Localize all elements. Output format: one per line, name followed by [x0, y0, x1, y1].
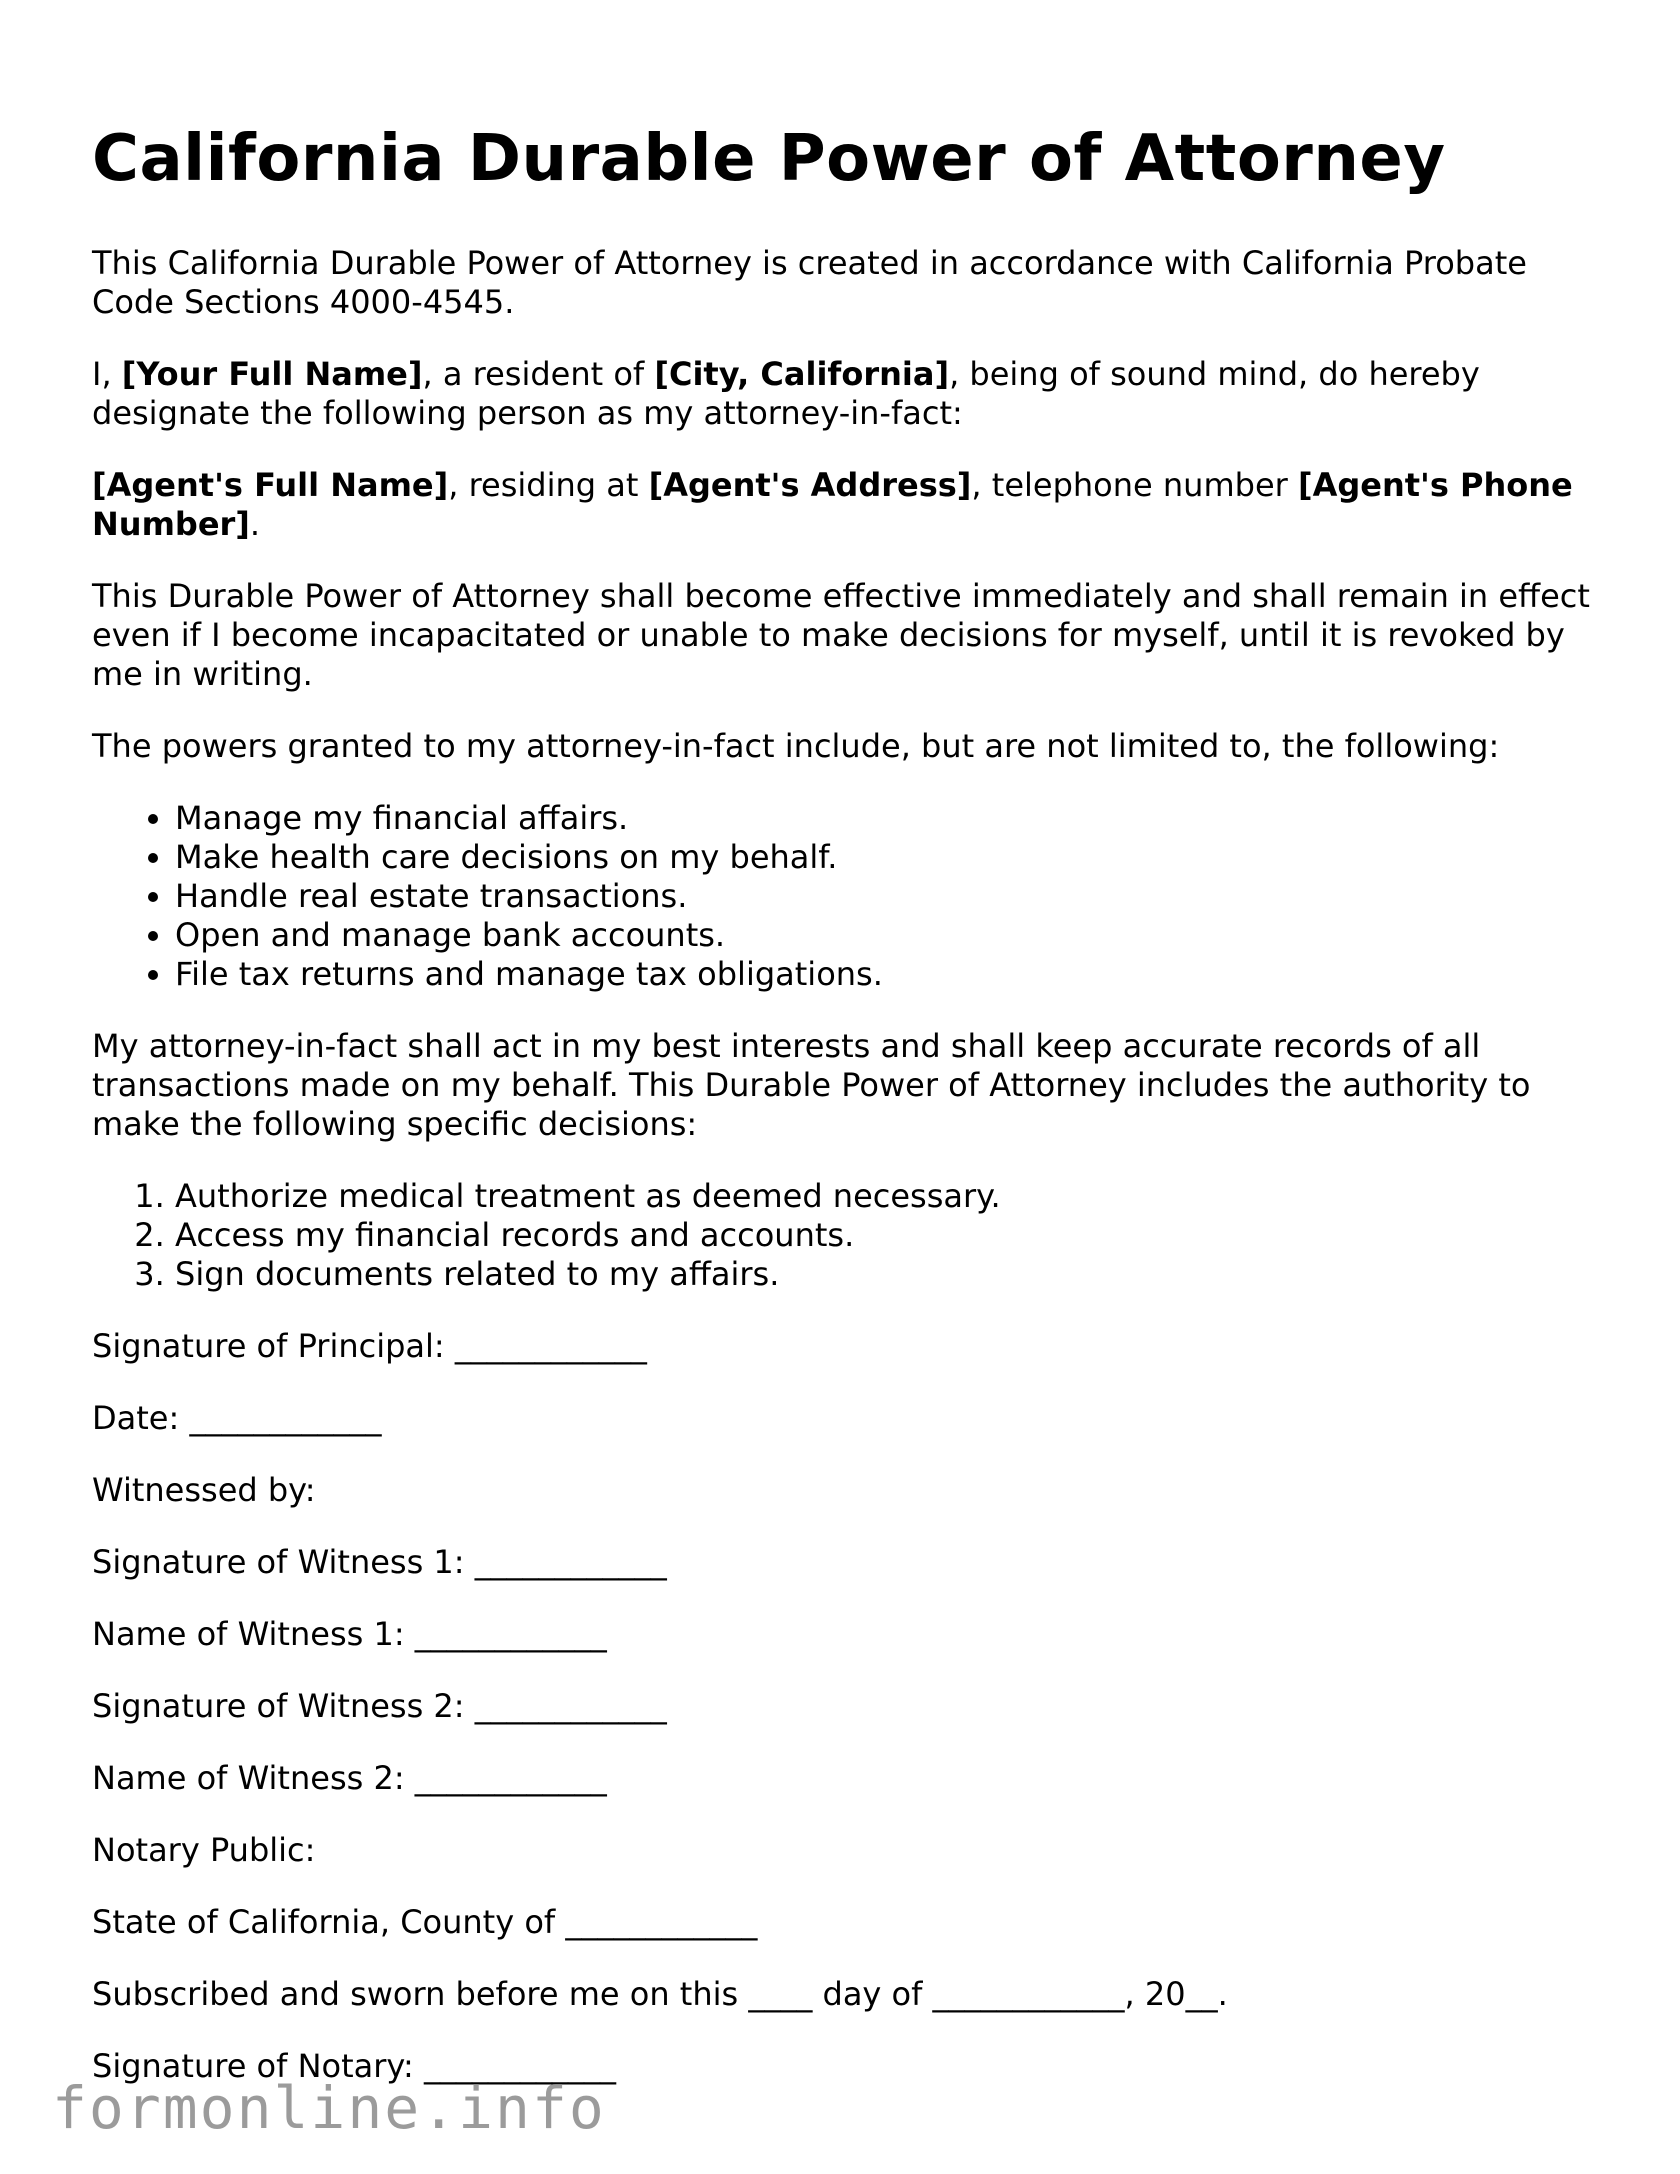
- agent-name-field: [Agent's Full Name]: [92, 466, 449, 504]
- agent-mid1: , residing at: [448, 466, 649, 504]
- agent-phone-field: [Agent's Phone Number]: [92, 466, 1573, 543]
- witness2-name-line: Name of Witness 2: ____________: [92, 1759, 607, 1797]
- notary-public-label: Notary Public:: [92, 1831, 316, 1869]
- city-field: [City, California]: [654, 355, 950, 393]
- powers-list: [92, 799, 1592, 994]
- effective-paragraph: This Durable Power of Attorney shall become effective immediately and shall remain in effect even if I become incapacitated or unable to make decisions for myself, until it is revoked by me in writing.: [92, 577, 1590, 693]
- witness1-name-line: Name of Witness 1: ____________: [92, 1615, 607, 1653]
- witness1-signature-line: Signature of Witness 1: ____________: [92, 1543, 667, 1581]
- agent-end: .: [249, 505, 261, 543]
- designation-paragraph: [92, 355, 1592, 433]
- decisions-list: [92, 1177, 1592, 1294]
- document-title: California Durable Power of Attorney: [92, 122, 1446, 196]
- date-line: Date: ____________: [92, 1399, 382, 1437]
- notary-county-line: State of California, County of ____________: [92, 1903, 758, 1941]
- list-item: • Manage my financial affairs.: [175, 799, 1592, 838]
- list-item: • Handle real estate transactions.: [175, 877, 1592, 916]
- watermark: formonline.info: [52, 2074, 606, 2142]
- principal-signature-line: Signature of Principal: ____________: [92, 1327, 647, 1365]
- agent-paragraph: [92, 466, 1592, 544]
- list-item: • Make health care decisions on my behalf.: [175, 838, 1592, 877]
- designation-mid: , a resident of: [422, 355, 655, 393]
- list-item: • Open and manage bank accounts.: [175, 916, 1592, 955]
- agent-address-field: [Agent's Address]: [648, 466, 972, 504]
- intro-paragraph: This California Durable Power of Attorney is created in accordance with California Probate Code Sections 4000-4545.: [92, 244, 1527, 321]
- document-page: [92, 118, 1592, 2119]
- list-item: • File tax returns and manage tax obligations.: [175, 955, 1592, 994]
- witnessed-by-label: Witnessed by:: [92, 1471, 316, 1509]
- agent-mid2: , telephone number: [971, 466, 1298, 504]
- powers-intro: The powers granted to my attorney-in-fact include, but are not limited to, the following:: [92, 727, 1500, 765]
- list-item: 3. Sign documents related to my affairs.: [175, 1255, 1592, 1294]
- list-item: 2. Access my financial records and accounts.: [175, 1216, 1592, 1255]
- designation-suffix: , being of sound mind, do hereby designate the following person as my attorney-in-fact:: [92, 355, 1480, 432]
- principal-name-field: [Your Full Name]: [121, 355, 423, 393]
- notary-signature-line: Signature of Notary: ____________: [92, 2047, 616, 2085]
- duties-paragraph: My attorney-in-fact shall act in my best interests and shall keep accurate records of all transactions made on my behalf. This Durable Power of Attorney includes the authority to make the following specific decisions:: [92, 1027, 1531, 1143]
- designation-prefix: I,: [92, 355, 122, 393]
- list-item: 1. Authorize medical treatment as deemed necessary.: [175, 1177, 1592, 1216]
- notary-sworn-line: Subscribed and sworn before me on this ____ day of ____________, 20__.: [92, 1975, 1228, 2013]
- witness2-signature-line: Signature of Witness 2: ____________: [92, 1687, 667, 1725]
